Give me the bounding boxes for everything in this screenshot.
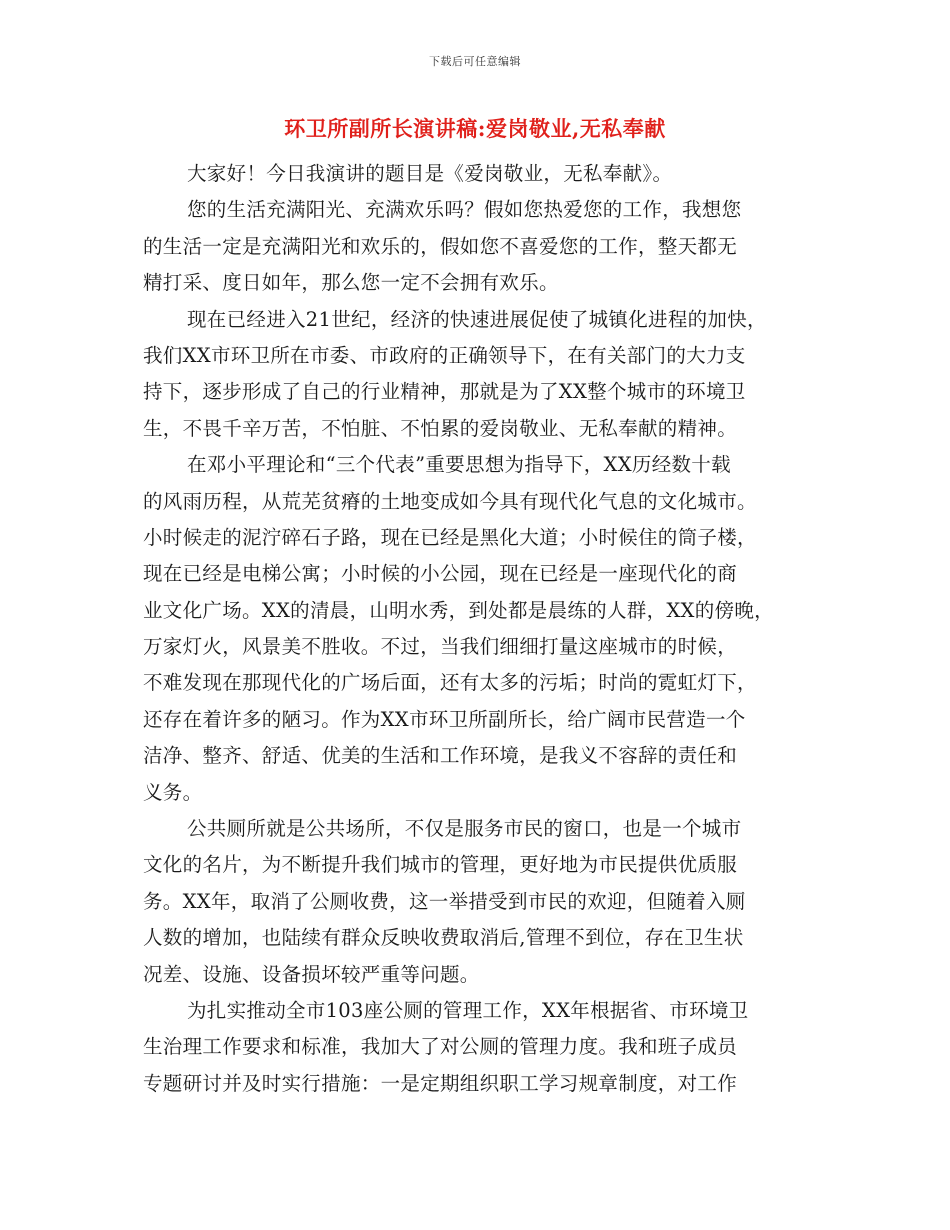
body-line: 生，不畏千辛万苦，不怕脏、不怕累的爱岗敬业、无私奉献的精神。	[143, 416, 738, 440]
body-line: 现在已经进入21世纪，经济的快速进展促使了城镇化进程的加快，	[187, 307, 767, 331]
body-line: 况差、设施、设备损坏较严重等问题。	[143, 962, 480, 986]
body-line: 的生活一定是充满阳光和欢乐的，假如您不喜爱您的工作，整天都无	[143, 234, 738, 258]
body-line: 持下，逐步形成了自己的行业精神，那就是为了XX整个城市的环境卫	[143, 380, 746, 404]
body-line: 专题研讨并及时实行措施：一是定期组织职工学习规章制度，对工作	[143, 1071, 738, 1095]
body-line: 洁净、整齐、舒适、优美的生活和工作环境，是我义不容辞的责任和	[143, 744, 738, 768]
body-line: 精打采、度日如年，那么您一定不会拥有欢乐。	[143, 271, 559, 295]
body-line: 还存在着许多的陋习。作为XX市环卫所副所长，给广阔市民营造一个	[143, 707, 746, 731]
body-line: 不难发现在那现代化的广场后面，还有太多的污垢；时尚的霓虹灯下，	[143, 671, 757, 695]
body-line: 为扎实推动全市103座公厕的管理工作，XX年根据省、市环境卫	[187, 998, 749, 1022]
body-line: 我们XX市环卫所在市委、市政府的正确领导下，在有关部门的大力支	[143, 343, 746, 367]
header-note: 下载后可任意编辑	[429, 55, 521, 68]
body-line: 大家好！今日我演讲的题目是《爱岗敬业，无私奉献》。	[187, 162, 673, 185]
body-line: 在邓小平理论和“三个代表”重要思想为指导下，XX历经数十载	[187, 453, 731, 477]
body-line: 现在已经是电梯公寓；小时候的小公园，现在已经是一座现代化的商	[143, 562, 738, 586]
body-line: 人数的增加，也陆续有群众反映收费取消后,管理不到位，存在卫生状	[143, 926, 744, 950]
body-line: 生治理工作要求和标准，我加大了对公厕的管理力度。我和班子成员	[143, 1035, 738, 1059]
body-line: 小时候走的泥泞碎石子路，现在已经是黑化大道；小时候住的筒子楼，	[143, 525, 757, 549]
body-line: 文化的名片，为不断提升我们城市的管理，更好地为市民提供优质服	[143, 853, 738, 877]
body-line: 的风雨历程，从荒芜贫瘠的土地变成如今具有现代化气息的文化城市。	[143, 489, 757, 513]
body-line: 公共厕所就是公共场所，不仅是服务市民的窗口，也是一个城市	[187, 817, 742, 841]
body-line: 义务。	[143, 780, 203, 804]
body-line: 您的生活充满阳光、充满欢乐吗？假如您热爱您的工作，我想您	[187, 198, 742, 222]
body-line: 万家灯火，风景美不胜收。不过，当我们细细打量这座城市的时候，	[143, 635, 738, 659]
document-title: 环卫所副所长演讲稿:爱岗敬业,无私奉献	[284, 116, 666, 141]
body-line: 务。XX年，取消了公厕收费，这一举措受到市民的欢迎，但随着入厕	[143, 889, 746, 913]
body-line: 业文化广场。XX的清晨，山明水秀，到处都是晨练的人群，XX的傍晚，	[143, 598, 774, 622]
document-body	[143, 156, 811, 1102]
